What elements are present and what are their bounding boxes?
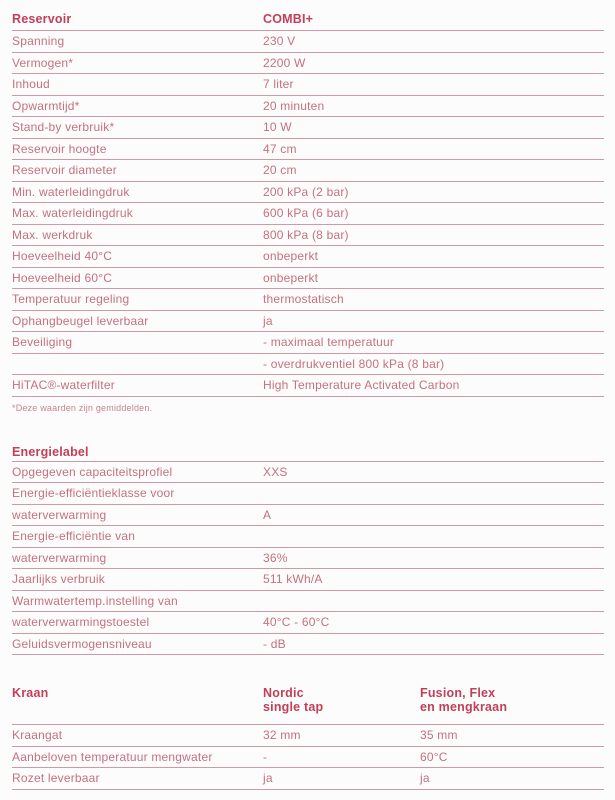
table-row: [12, 74, 604, 96]
row-label: Ophangbeugel leverbaar: [12, 313, 149, 328]
table-row: [12, 117, 604, 139]
row-value-fusion: 60°C: [420, 749, 448, 764]
column-header-nordic-line2: single tap: [263, 700, 324, 714]
energy-table-header: [12, 446, 604, 462]
row-label: Warmwatertemp.instelling van: [12, 593, 178, 608]
tap-spec-table: [12, 686, 604, 790]
row-label: Jaarlijks verbruik: [12, 572, 105, 586]
row-value: onbeperkt: [263, 270, 319, 285]
row-label: Aanbeloven temperatuur mengwater: [12, 749, 213, 764]
row-value: 800 kPa (8 bar): [263, 227, 349, 242]
column-header-nordic-line1: Nordic: [263, 686, 304, 700]
row-label: Hoeveelheid 40°C: [12, 249, 113, 263]
footnote: *Deze waarden zijn gemiddelden.: [12, 402, 153, 413]
table-row: [12, 53, 604, 75]
table-row: [12, 483, 604, 505]
row-value: ja: [263, 313, 273, 328]
reservoir-spec-table: [12, 12, 604, 416]
row-label: Temperatuur regeling: [12, 292, 130, 306]
row-label: Vermogen*: [12, 55, 74, 70]
table-row: [12, 591, 604, 613]
row-value: 2200 W: [263, 55, 306, 70]
table-row: [12, 311, 604, 333]
row-label: Spanning: [12, 34, 65, 48]
row-value: 511 kWh/A: [263, 572, 323, 586]
row-label: Inhoud: [12, 77, 50, 91]
energy-label-spec-table: [12, 446, 604, 656]
row-label: Beveiliging: [12, 335, 73, 349]
table-row: [12, 160, 604, 182]
table-row: [12, 182, 604, 204]
reservoir-table-header: [12, 12, 604, 31]
row-value: 47 cm: [263, 141, 297, 156]
row-label: Stand-by verbruik*: [12, 120, 115, 134]
table-title: Kraan: [12, 686, 49, 700]
table-row: [12, 462, 604, 484]
row-value: 40°C - 60°C: [263, 615, 330, 629]
row-label: Energie-efficiëntieklasse voor: [12, 486, 175, 500]
row-value: onbeperkt: [263, 249, 319, 263]
row-value: 230 V: [263, 34, 296, 48]
table-row: [12, 246, 604, 268]
row-value: High Temperature Activated Carbon: [263, 378, 460, 392]
row-value: - overdrukventiel 800 kPa (8 bar): [263, 356, 445, 371]
table-row: [12, 289, 604, 311]
row-label: [12, 354, 263, 376]
row-label: Max. waterleidingdruk: [12, 206, 133, 220]
column-header-combi: COMBI+: [263, 12, 314, 26]
table-row: [12, 526, 604, 548]
table-row: [12, 354, 604, 376]
table-row: [12, 612, 604, 634]
table-row: [12, 569, 604, 591]
row-label: Geluidsvermogensniveau: [12, 636, 152, 651]
row-value: [263, 483, 604, 505]
row-value: [263, 591, 604, 613]
row-value-nordic: 32 mm: [263, 728, 301, 742]
row-label: Reservoir hoogte: [12, 141, 107, 156]
table-row: [12, 375, 604, 397]
row-label: HiTAC®-waterfilter: [12, 378, 115, 392]
row-value: thermostatisch: [263, 292, 344, 306]
row-value: 20 cm: [263, 163, 297, 177]
row-label: Reservoir diameter: [12, 163, 117, 177]
row-value: 7 liter: [263, 77, 294, 91]
row-value: 20 minuten: [263, 98, 325, 113]
column-header-empty: [263, 446, 604, 461]
tap-table-header: [12, 686, 604, 725]
reservoir-table-body: [12, 31, 604, 397]
row-label: waterverwarming: [12, 550, 107, 565]
table-row: [12, 548, 604, 570]
table-row: [12, 768, 604, 790]
row-label: Kraangat: [12, 728, 63, 742]
table-row: [12, 225, 604, 247]
row-value: XXS: [263, 464, 288, 479]
table-row: [12, 139, 604, 161]
row-value-nordic: -: [263, 749, 268, 764]
column-header-fusion: [420, 686, 604, 724]
table-row: [12, 747, 604, 769]
table-row: [12, 31, 604, 53]
row-label: Rozet leverbaar: [12, 771, 100, 785]
table-row: [12, 96, 604, 118]
energy-table-body: [12, 462, 604, 656]
row-value-fusion: 35 mm: [420, 728, 458, 742]
row-label: Max. werkdruk: [12, 227, 93, 242]
row-value: A: [263, 507, 272, 522]
row-value-fusion: ja: [420, 771, 430, 785]
table-row: [12, 268, 604, 290]
row-label: Energie-efficiëntie van: [12, 529, 136, 543]
table-row: [12, 725, 604, 747]
table-row: [12, 505, 604, 527]
column-header-fusion-line1: Fusion, Flex: [420, 686, 496, 700]
row-value: 600 kPa (6 bar): [263, 206, 349, 220]
row-value: [263, 526, 604, 548]
table-title: Reservoir: [12, 12, 72, 26]
row-label: Opwarmtijd*: [12, 98, 80, 113]
table-row: [12, 634, 604, 656]
row-value: 36%: [263, 550, 288, 565]
column-header-fusion-line2: en mengkraan: [420, 700, 508, 714]
row-value: - dB: [263, 636, 286, 651]
row-label: Opgegeven capaciteitsprofiel: [12, 464, 173, 479]
column-header-nordic: [263, 686, 420, 724]
row-label: Hoeveelheid 60°C: [12, 270, 113, 285]
table-title: Energielabel: [12, 444, 89, 459]
row-label: waterverwarming: [12, 507, 107, 522]
row-value-nordic: ja: [263, 771, 273, 785]
table-row: [12, 332, 604, 354]
row-value: - maximaal temperatuur: [263, 335, 395, 349]
tap-table-body: [12, 725, 604, 790]
row-label: waterverwarmingstoestel: [12, 615, 150, 629]
row-value: 200 kPa (2 bar): [263, 184, 349, 199]
row-label: Min. waterleidingdruk: [12, 184, 130, 199]
row-value: 10 W: [263, 120, 292, 134]
table-row: [12, 203, 604, 225]
